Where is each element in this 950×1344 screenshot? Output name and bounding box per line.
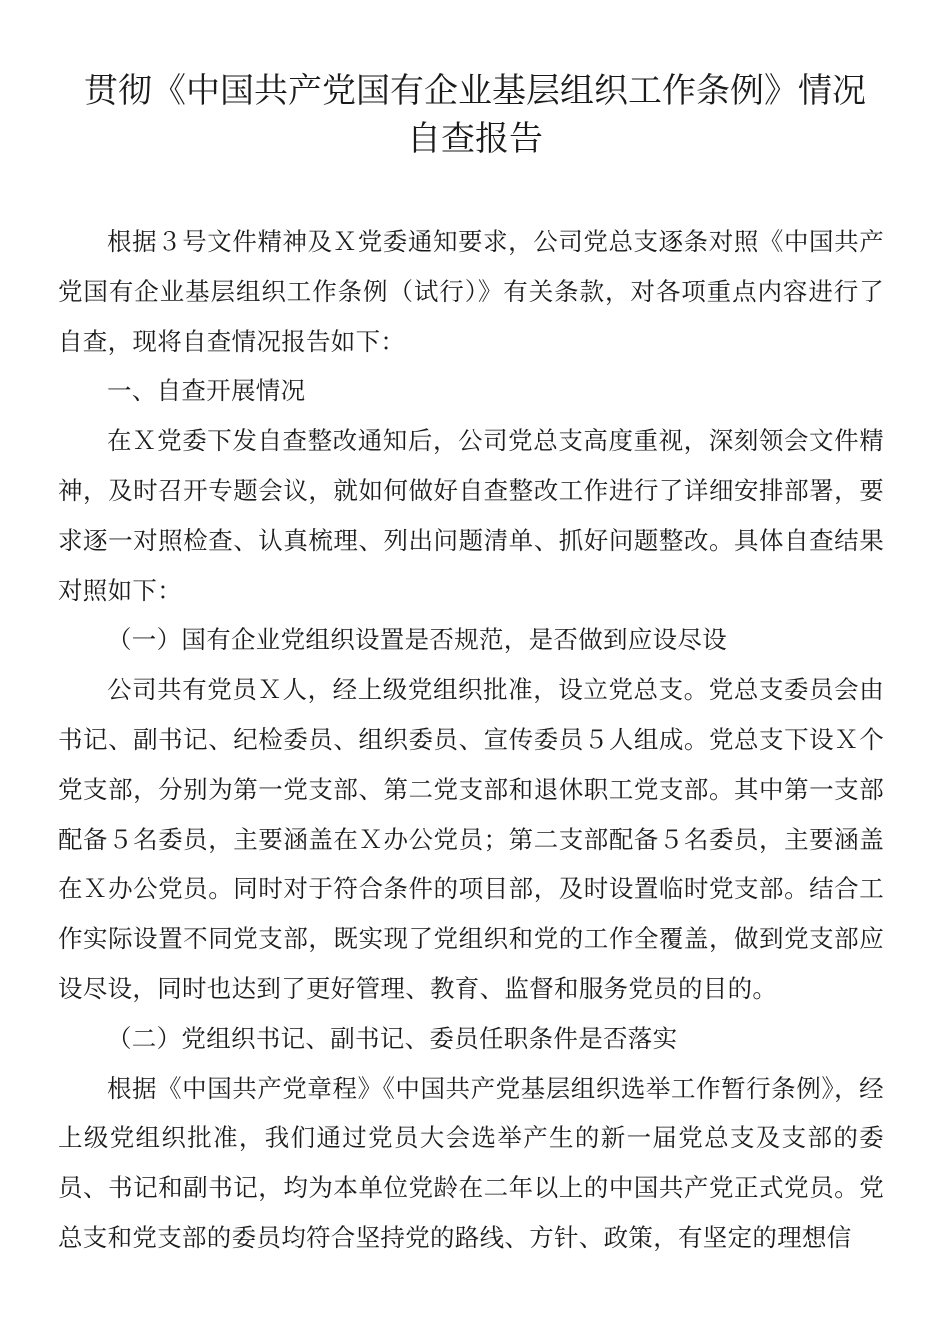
subsection-2-paragraph: 根据《中国共产党章程》《中国共产党基层组织选举工作暂行条例》，经上级党组织批准，我们通过党员大会选举产生的新一届党总支及支部的委员、书记和副书记，均为本单位党龄在二年以上的中国共产党正式党员。党总支和党支部的委员均符合坚持党的路线、方针、政策，有坚定的理想信 — [58, 1073, 884, 1252]
document-body — [58, 217, 884, 1263]
subsection-heading-1: （一）国有企业党组织设置是否规范，是否做到应设尽设 — [107, 625, 727, 655]
document-title-line1: 贯彻《中国共产党国有企业基层组织工作条例》情况 — [84, 71, 866, 111]
subsection-1-paragraph: 公司共有党员Ｘ人，经上级党组织批准，设立党总支。党总支委员会由书记、副书记、纪检委员、组织委员、宣传委员５人组成。党总支下设Ｘ个党支部，分别为第一党支部、第二党支部和退休职工党支部。其中第一支部配备５名委员，主要涵盖在Ｘ办公党员；第二支部配备５名委员，主要涵盖在Ｘ办公党员。同时对于符合条件的项目部，及时设置临时党支部。结合工作实际设置不同党支部，既实现了党组织和党的工作全覆盖，做到党支部应设尽设，同时也达到了更好管理、教育、监督和服务党员的目的。 — [58, 675, 884, 1003]
subsection-heading-2: （二）党组织书记、副书记、委员任职条件是否落实 — [107, 1023, 678, 1053]
section-1-paragraph: 在Ｘ党委下发自查整改通知后，公司党总支高度重视，深刻领会文件精神，及时召开专题会议，就如何做好自查整改工作进行了详细安排部署，要求逐一对照检查、认真梳理、列出问题清单、抓好问题整改。具体自查结果对照如下： — [58, 426, 884, 605]
document-title-line2: 自查报告 — [407, 119, 543, 159]
section-heading-1: 一、自查开展情况 — [107, 376, 306, 406]
intro-paragraph: 根据３号文件精神及Ｘ党委通知要求，公司党总支逐条对照《中国共产党国有企业基层组织工作条例（试行）》有关条款，对各项重点内容进行了自查，现将自查情况报告如下： — [58, 227, 884, 356]
